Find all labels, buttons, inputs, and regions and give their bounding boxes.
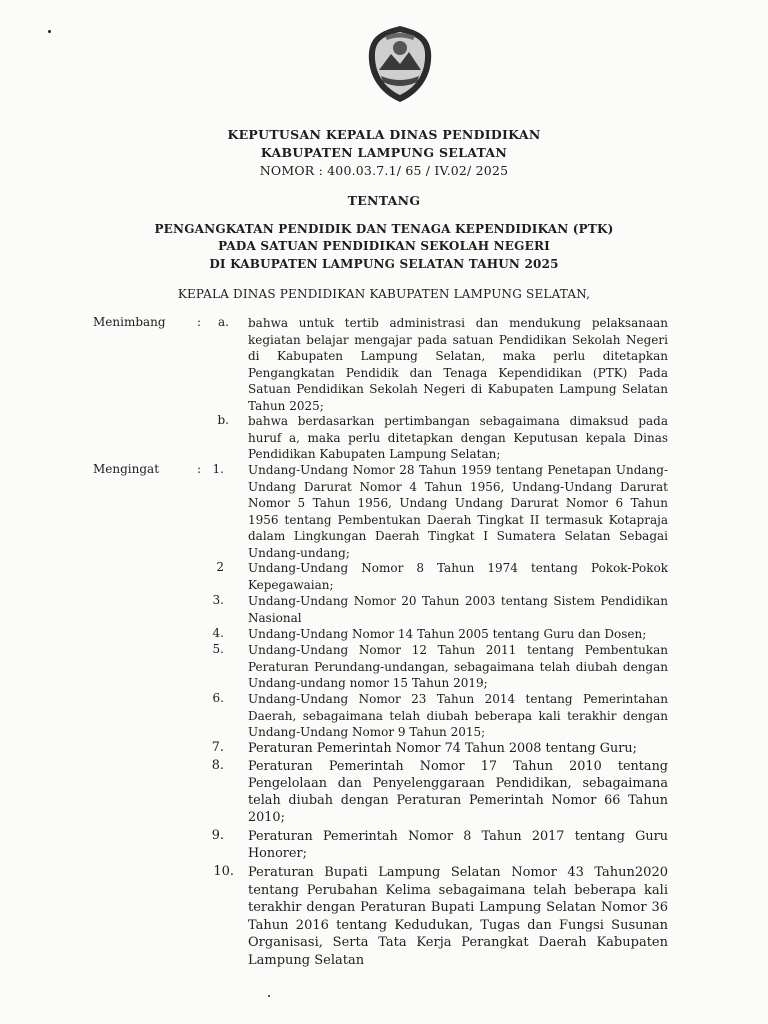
mengingat-item-number: 4. [212, 626, 224, 640]
mengingat-item-text: Peraturan Bupati Lampung Selatan Nomor 43 Tahun2020 tentang Perubahan Kelima sebagaimana telah beberapa kali terakhir dengan Peraturan Bupati Lampung Selatan Nomor 36 Tahun 2016 tentang Kedudukan, Tugas dan Fungsi Susunan Organisasi, Serta Tata Kerja Perangkat Daerah Kabupaten Lampung Selatan [248, 865, 668, 968]
mengingat-item-number: 3. [212, 593, 224, 607]
mengingat-item-text: Undang-Undang Nomor 23 Tahun 2014 tentang Pemerintahan Daerah, sebagaimana telah diubah beberapa kali terakhir dengan Undang-Undang Nomor 9 Tahun 2015; [248, 692, 668, 739]
mengingat-item-text: Peraturan Pemerintah Nomor 8 Tahun 2017 tentang Guru Honorer; [248, 829, 668, 861]
menimbang-item-text: bahwa berdasarkan pertimbangan sebagaimana dimaksud pada huruf a, maka perlu ditetapkan dengan Keputusan kepala Dinas Pendidikan Kabupaten Lampung Selatan; [248, 414, 668, 461]
mengingat-colon: : [197, 462, 202, 476]
menimbang-item-text: bahwa untuk tertib administrasi dan mendukung pelaksanaan kegiatan belajar mengajar pada satuan Pendidikan Sekolah Negeri di Kabupaten Lampung Selatan, maka perlu ditetapkan Pengangkatan Pendidik dan Tenaga Kependidikan (PTK) Pada Satuan Pendidikan Sekolah Negeri di Kabupaten Lampung Selatan Tahun 2025; [248, 316, 668, 413]
mengingat-item-number: 5. [212, 642, 224, 656]
regency-emblem-logo [367, 24, 433, 104]
mengingat-item-number: 10. [213, 864, 234, 879]
issuer-line: KEPALA DINAS PENDIDIKAN KABUPATEN LAMPUNG SELATAN, [177, 287, 591, 301]
decree-title-line2: KABUPATEN LAMPUNG SELATAN [260, 145, 508, 160]
subject-line3: DI KABUPATEN LAMPUNG SELATAN TAHUN 2025 [209, 257, 559, 271]
mengingat-item-text: Undang-Undang Nomor 20 Tahun 2003 tentang Sistem Pendidikan Nasional [248, 594, 668, 625]
menimbang-item-number: a. [218, 315, 229, 329]
scan-speck [48, 30, 51, 33]
mengingat-item-text: Peraturan Pemerintah Nomor 17 Tahun 2010 tentang Pengelolaan dan Penyelenggaraan Pendidikan, sebagaimana telah diubah dengan Peraturan Pemerintah Nomor 66 Tahun 2010; [248, 759, 668, 825]
mengingat-item-number: 6. [212, 691, 224, 705]
menimbang-label: Menimbang [93, 315, 166, 329]
tentang-heading: TENTANG [347, 193, 421, 208]
decree-title-line1: KEPUTUSAN KEPALA DINAS PENDIDIKAN [227, 127, 541, 142]
mengingat-item-number: 7. [211, 740, 224, 755]
mengingat-item-text: Undang-Undang Nomor 8 Tahun 1974 tentang Pokok-Pokok Kepegawaian; [248, 561, 668, 592]
menimbang-colon: : [197, 315, 202, 329]
mengingat-item-number: 8. [211, 758, 224, 773]
mengingat-item-text: Undang-Undang Nomor 14 Tahun 2005 tentang Guru dan Dosen; [248, 627, 647, 641]
menimbang-item-number: b. [217, 413, 229, 427]
mengingat-item-text: Peraturan Pemerintah Nomor 74 Tahun 2008 tentang Guru; [248, 741, 637, 756]
mengingat-label: Mengingat [93, 462, 160, 476]
mengingat-item-number: 2 [216, 560, 224, 574]
decree-number: NOMOR : 400.03.7.1/ 65 / IV.02/ 2025 [259, 163, 509, 178]
mengingat-item-text: Undang-Undang Nomor 12 Tahun 2011 tentang Pembentukan Peraturan Perundang-undangan, sebagaimana telah diubah dengan Undang-undang nomor 15 Tahun 2019; [248, 643, 668, 690]
mengingat-item-number: 9. [211, 828, 224, 843]
mengingat-item-number: 1. [212, 462, 224, 476]
mengingat-item-text: Undang-Undang Nomor 28 Tahun 1959 tentang Penetapan Undang-Undang Darurat Nomor 4 Tahun 1956, Undang-Undang Darurat Nomor 5 Tahun 1956, Undang Undang Darurat Nomor 6 Tahun 1956 tentang Pembentukan Daerah Tingkat II termasuk Kotapraja dalam Lingkungan Daerah Tingkat I Sumatera Selatan Sebagai Undang-undang; [248, 463, 668, 560]
subject-line2: PADA SATUAN PENDIDIKAN SEKOLAH NEGERI [218, 239, 550, 253]
subject-line1: PENGANGKATAN PENDIDIK DAN TENAGA KEPENDIDIKAN (PTK) [154, 222, 614, 236]
scan-speck [268, 995, 270, 997]
